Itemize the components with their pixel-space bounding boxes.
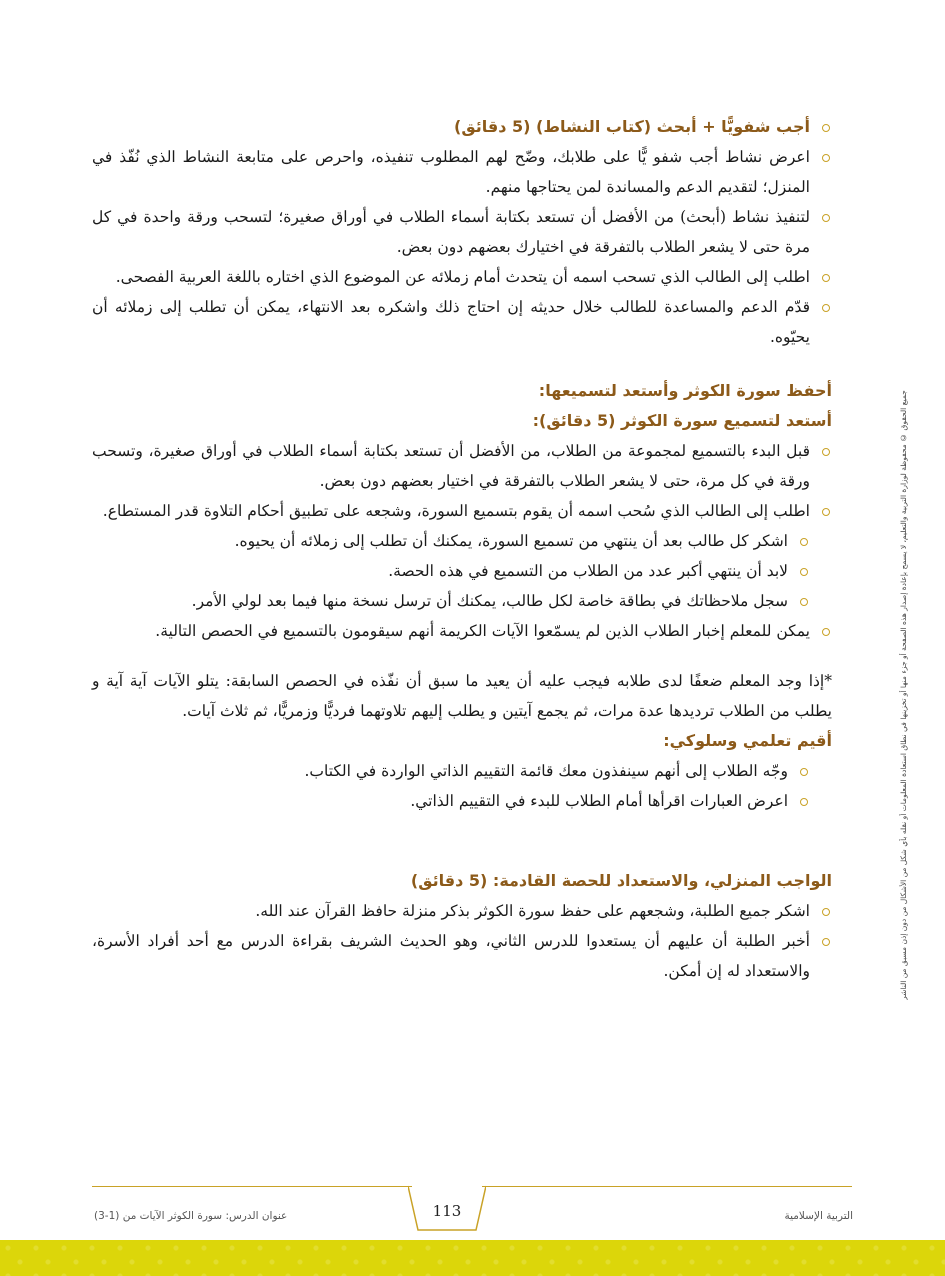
list-item: وجّه الطلاب إلى أنهم سينفذون معك قائمة التقييم الذاتي الواردة في الكتاب. [92, 756, 832, 786]
list-item: اشكر كل طالب بعد أن ينتهي من تسميع السورة، يمكنك أن تطلب إلى زملائه أن يحيوه. [92, 526, 832, 556]
section-heading-recite: أستعد لتسميع سورة الكوثر (5 دقائق): [532, 411, 832, 430]
list-item: سجل ملاحظاتك في بطاقة خاصة لكل طالب، يمكنك أن ترسل نسخة منها فيما بعد لولي الأمر. [92, 586, 832, 616]
teacher-note: *إذا وجد المعلم ضعفًا لدى طلابه فيجب عليه أن يعيد ما سبق أن نفّذه في الحصص السابقة: يتلو الآيات آية آية و يطلب من الطلاب ترديدها عدة مرات، ثم يجمع آيتين و يطلب إليهم تلاوتهما فرديًّا وزمريًّا، ثم ثلاث آيات. [92, 672, 832, 720]
section-homework-list [92, 896, 832, 986]
section-recite-list [92, 436, 832, 526]
subject-name: التربية الإسلامية [784, 1210, 853, 1222]
list-item: أخبر الطلبة أن عليهم أن يستعدوا للدرس الثاني، وهو الحديث الشريف بقراءة الدرس مع أحد أفراد الأسرة، والاستعداد له إن أمكن. [92, 926, 832, 986]
lesson-title: عنوان الدرس: سورة الكوثر الآيات من (1-3) [94, 1210, 288, 1222]
footer [0, 1180, 945, 1236]
bottom-decorative-band [0, 1240, 945, 1276]
section-speak-research [92, 112, 832, 352]
list-item: يمكن للمعلم إخبار الطلاب الذين لم يسمّعوا الآيات الكريمة أنهم سيقومون بالتسميع في الحصص التالية. [92, 616, 832, 646]
main-content [92, 112, 832, 986]
section-heading-homework: الواجب المنزلي، والاستعداد للحصة القادمة: (5 دقائق) [410, 871, 832, 890]
footer-divider-right [482, 1186, 852, 1187]
copyright-side-text: جميع الحقوق © محفوظة لوزارة التربية والتعليم، لا يسمح بإعادة إصدار هذه الصفحة أو جزء منها أو تخزينها في نطاق استعادة المعلومات أو نقله بأي شكل من الأشكال من دون إذن مسبق من الناشر [899, 390, 908, 1000]
list-item: اعرض نشاط أجب شفو يًّا على طلابك، وضّح لهم المطلوب تنفيذه، واحرص على متابعة النشاط الذي نُفّذ في المنزل؛ لتقديم الدعم والمساندة لمن يحتاجها منهم. [92, 142, 832, 202]
list-item: قبل البدء بالتسميع لمجموعة من الطلاب، من الأفضل أن تستعد بكتابة أسماء الطلاب في أوراق صغيرة، وتسحب ورقة في كل مرة، حتى لا يشعر الطلاب بالتفرقة في اختيار بعضهم دون بعض. [92, 436, 832, 496]
list-item: لابد أن ينتهي أكبر عدد من الطلاب من التسميع في هذه الحصة. [92, 556, 832, 586]
list-item: قدّم الدعم والمساعدة للطالب خلال حديثه إن احتاج ذلك واشكره بعد الانتهاء، يمكن أن تطلب إلى زملائه أن يحيّوه. [92, 292, 832, 352]
section-heading-speak-research: أجب شفويًّا + أبحث (كتاب النشاط) (5 دقائق) [92, 112, 832, 142]
section-recite-last [92, 616, 832, 646]
band-pattern [0, 1240, 945, 1276]
section-heading-self-assessment: أقيم تعلمي وسلوكي: [663, 731, 832, 750]
section-self-assessment-list [92, 756, 832, 816]
section-heading-memorize: أحفظ سورة الكوثر وأستعد لتسميعها: [538, 381, 832, 400]
footer-divider-left [92, 1186, 412, 1187]
list-item: اطلب إلى الطالب الذي تسحب اسمه أن يتحدث أمام زملائه عن الموضوع الذي اختاره باللغة العربية الفصحى. [92, 262, 832, 292]
list-item: اطلب إلى الطالب الذي سُحب اسمه أن يقوم بتسميع السورة، وشجعه على تطبيق أحكام التلاوة قدر المستطاع. [92, 496, 832, 526]
list-item: لتنفيذ نشاط (أبحث) من الأفضل أن تستعد بكتابة أسماء الطلاب في أوراق صغيرة؛ لتسحب ورقة واحدة في كل مرة حتى لا يشعر الطلاب بالتفرقة في اختيارك بعضهم دون بعض. [92, 202, 832, 262]
section-recite-sublist [92, 526, 832, 616]
page-number: 113 [432, 1202, 462, 1220]
list-item: اشكر جميع الطلبة، وشجعهم على حفظ سورة الكوثر بذكر منزلة حافظ القرآن عند الله. [92, 896, 832, 926]
list-item: اعرض العبارات اقرأها أمام الطلاب للبدء في التقييم الذاتي. [92, 786, 832, 816]
